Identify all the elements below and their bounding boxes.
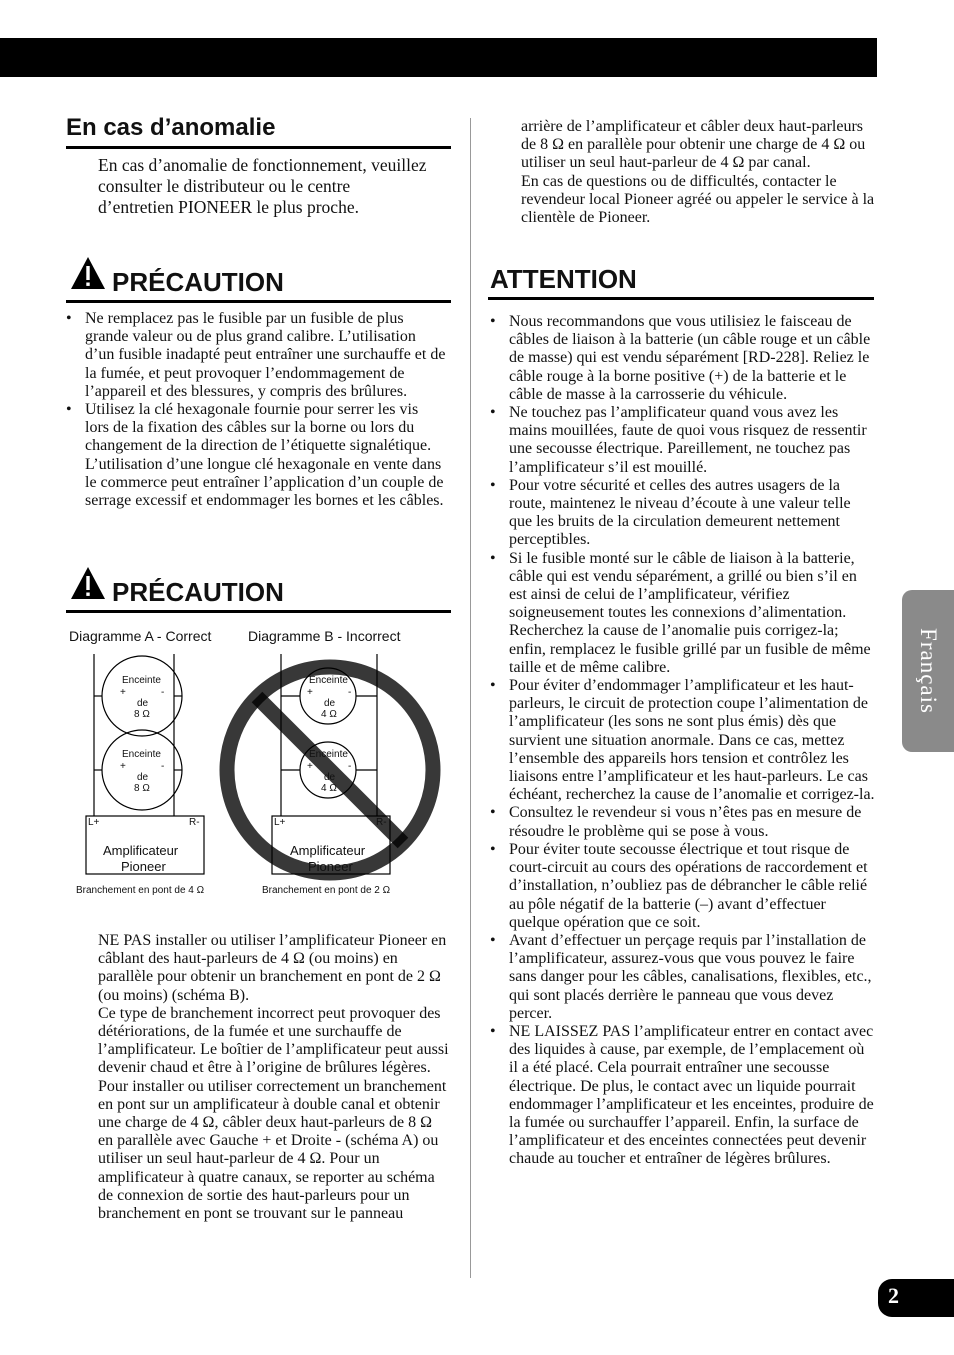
diagram-a-title: Diagramme A - Correct: [69, 628, 212, 644]
page-number: 2: [888, 1283, 899, 1308]
anomalie-heading: En cas d’anomalie: [66, 114, 276, 141]
amp-b-rminus: R-: [376, 817, 387, 828]
attention-heading: ATTENTION: [490, 264, 637, 294]
speaker-b1-ohm: 4 Ω: [321, 709, 337, 720]
amp-a-rminus: R-: [189, 817, 200, 828]
speaker-b1-label: Enceinte: [309, 675, 348, 686]
diagram-b-title: Diagramme B - Incorrect: [248, 628, 401, 644]
list-item: • Avant d’effectuer un perçage requis par l’installation de l’amplificateur, assurez-vous que vous pouvez le faire sans danger pour les câbles, canalisations, flexibles, etc., qui sont placés derrière le panneau que vous devez percer.: [490, 932, 876, 1023]
speaker-b1-de: de: [324, 698, 336, 709]
list-item: • Si le fusible monté sur le câble de liaison à la batterie, câble qui est vendu séparément, a grillé ou bien s’il en est ainsi de celui de l’amplificateur, vérifiez soigneusement toutes les connexions d’alimentation. Recherchez la cause de l’anomalie puis corrigez-la; enfin, remplacez le fusible grillé par un fusible de même taille et de même calibre.: [490, 550, 876, 677]
precaution-heading-1: PRÉCAUTION: [112, 267, 284, 297]
speaker-a1-label: Enceinte: [122, 675, 161, 686]
amp-b-lplus: L+: [274, 817, 286, 828]
speaker-b2-plus: +: [307, 761, 313, 772]
language-tab: [902, 590, 954, 752]
precaution-heading-2: PRÉCAUTION: [112, 577, 284, 607]
speaker-b2-de: de: [324, 772, 336, 783]
amp-b-line1: Amplificateur: [290, 843, 366, 858]
speaker-a2-de: de: [137, 772, 149, 783]
speaker-b1-plus: +: [307, 687, 313, 698]
anomalie-text: En cas d’anomalie de fonctionnement, veuillez consulter le distributeur ou le centre d’entretien PIONEER le plus proche.: [98, 155, 427, 217]
top-banner: [0, 38, 877, 77]
warning-icon: [70, 566, 106, 605]
amp-a-lplus: L+: [88, 817, 100, 828]
speaker-a2-label: Enceinte: [122, 749, 161, 760]
anomalie-heading-rule: [66, 146, 451, 149]
speaker-a1-plus: +: [120, 687, 126, 698]
list-item: • Nous recommandons que vous utilisiez le faisceau de câbles de liaison à la batterie (un câble rouge et un câble de masse) qui est vendu séparément [RD-228]. Reliez le câble rouge à la borne positive (+) de la batterie et le câble de masse à la carrosserie du véhicule.: [490, 313, 876, 404]
list-item: • Ne touchez pas l’amplificateur quand vous avez les mains mouillées, faute de quoi vous risquez de ressentir une secousse électrique. Pareillement, ne touchez pas l’amplificateur s’il est mouillé.: [490, 404, 876, 477]
precaution-rule-2: [66, 610, 451, 613]
list-item: • Pour éviter d’endommager l’amplificateur et les haut-parleurs, le circuit de protection coupe l’alimentation de l’amplificateur (les sons ne sont plus émis) dès que survient une situation anormale. Dans ce cas, mettez l’ensemble des appareils hors tension et contrôlez les liaisons entre l’amplificateur et les haut-parleurs. Le cas échéant, recherchez la cause de l’anomalie et corrigez-la.: [490, 677, 876, 804]
column-divider: [470, 118, 471, 1278]
list-item: • Consultez le revendeur si vous n’êtes pas en mesure de résoudre le problème qui se pose à vous.: [490, 804, 876, 840]
speaker-b2-ohm: 4 Ω: [321, 783, 337, 794]
warning-icon: [70, 256, 106, 295]
attention-rule: [488, 297, 874, 300]
list-item: • NE LAISSEZ PAS l’amplificateur entrer en contact avec des liquides à cause, par exemple, de l’emplacement où il a été placé. Cela pourrait entraîner une secousse électrique. De plus, le contact avec un liquide pourrait endommager l’amplificateur et les enceintes, produire de la fumée ou surchauffer l’appareil. Enfin, la surface de l’amplificateur et des enceintes connectées peut devenir chaude au toucher et entraîner de légères brûlures.: [490, 1023, 876, 1169]
speaker-b2-minus: -: [348, 761, 352, 772]
bridging-text-continued: arrière de l’amplificateur et câbler deux haut-parleurs de 8 Ω en parallèle pour obtenir une charge de 4 Ω ou utiliser un seul haut-parleur de 4 Ω par canal. En cas de questions ou de difficultés, contacter le revendeur local Pioneer agréé ou appeler le service à la clientèle de Pioneer.: [521, 118, 875, 227]
speaker-a1-ohm: 8 Ω: [134, 709, 150, 720]
caption-a: Branchement en pont de 4 Ω: [76, 885, 205, 896]
speaker-a2-minus: -: [161, 761, 165, 772]
attention-list: [490, 313, 876, 1169]
list-item: • Utilisez la clé hexagonale fournie pour serrer les vis lors de la fixation des câbles sur la borne ou lors du changement de la direction de l’étiquette signalétique. L’utilisation d’une longue clé hexagonale en vente dans le commerce peut entraîner l’application d’un couple de serrage excessif et endommager les bornes et les câbles.: [66, 401, 446, 510]
list-item: • Ne remplacez pas le fusible par un fusible de plus grande valeur ou de plus grand calibre. L’utilisation d’un fusible inadapté peut entraîner une surchauffe et de la fumée, et peut provoquer l’endommagement de l’appareil et des blessures, y compris des brûlures.: [66, 310, 446, 401]
precaution-list-1: [66, 310, 446, 510]
speaker-b1-minus: -: [348, 687, 352, 698]
list-item: • Pour votre sécurité et celles des autres usagers de la route, maintenez le niveau d’écoute à une valeur telle que les bruits de la circulation demeurent nettement perceptibles.: [490, 477, 876, 550]
bridging-text: NE PAS installer ou utiliser l’amplificateur Pioneer en câblant des haut-parleurs de 4 Ω (ou moins) en parallèle pour obtenir un branchement en pont de 2 Ω (ou moins) (schéma B). Ce type de branchement incorrect peut provoquer des détériorations, de la fumée et une surchauffe de l’amplificateur. Le boîtier de l’amplificateur peut aussi devenir chaud et être à l’origine de brûlures légères. Pour installer ou utiliser correctement un branchement en pont sur un amplificateur à double canal et obtenir une charge de 4 Ω, câbler deux haut-parleurs de 8 Ω en parallèle avec Gauche + et Droite - (schéma A) ou utiliser un seul haut-parleur de 4 Ω. Pour un amplificateur à quatre canaux, se reporter au schéma de connexion de sortie des haut-parleurs pour un branchement en pont se trouvant sur le panneau: [98, 932, 449, 1223]
list-item: • Pour éviter toute secousse électrique et tout risque de court-circuit au cours des opérations de raccordement et d’installation, n’oubliez pas de débrancher le câble relié au pôle négatif de la batterie (–) avant d’effectuer quelque opération que ce soit.: [490, 841, 876, 932]
speaker-a1-de: de: [137, 698, 149, 709]
language-tab-label: Français: [916, 628, 941, 714]
speaker-b2-label: Enceinte: [309, 749, 348, 760]
page-number-badge: [878, 1279, 954, 1317]
amp-b-line2: Pioneer: [308, 859, 353, 874]
precaution-rule-1: [66, 300, 451, 303]
caption-b: Branchement en pont de 2 Ω: [262, 885, 391, 896]
amp-a-line2: Pioneer: [121, 859, 166, 874]
amp-a-line1: Amplificateur: [103, 843, 179, 858]
speaker-a2-ohm: 8 Ω: [134, 783, 150, 794]
speaker-a2-plus: +: [120, 761, 126, 772]
speaker-a1-minus: -: [161, 687, 165, 698]
